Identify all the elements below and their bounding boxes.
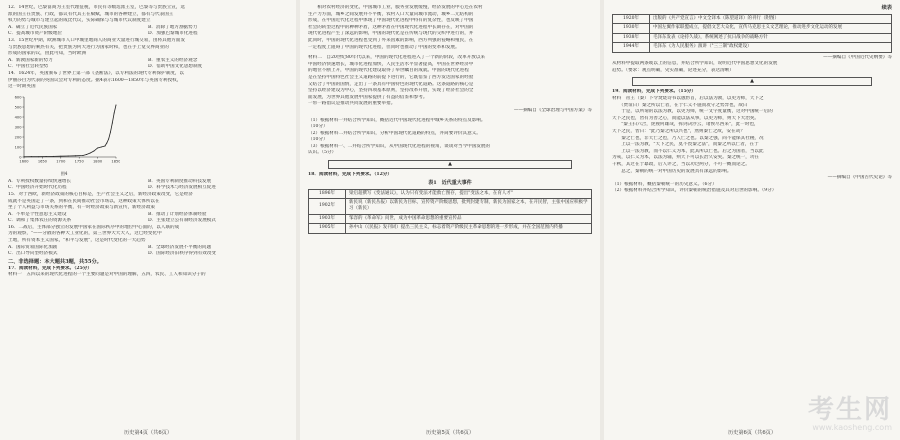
question-16 [8,225,288,258]
patent-line-chart [8,93,120,167]
q15-line: 15．对于西欧，新经济政策的核心目标是，生产社会主义之后，新经济政策改变，它是经济 [8,191,194,197]
m2-line: 中国经济快速增长，城市化进程加快，人民生活水平显著提高，中国在世界经济中 [308,61,474,67]
event-cell: 梁启超撰写《变法通议》，认为只有变法才能救亡图存，提出"变法之本，在育人才" [346,189,592,198]
x-tick-label: 1600 [19,159,29,164]
q14-options [8,179,288,186]
m2-line: 坚持以经济建设为中心，坚持四项基本原则，坚持改革开放，实现了经济社会的全 [308,88,474,94]
q19-subquestions [612,182,892,195]
timeline-table-continued [612,14,892,53]
watermark-logo-text: 考生网 [807,395,892,425]
table-row [309,189,592,198]
data-point [24,156,25,157]
answer-divider [632,77,872,86]
watermark-url: www.kaosheng.com [812,423,892,432]
data-point [75,155,76,156]
m2-line: 一带一路倡议是推动共同发展的重要举措。 [308,101,396,107]
option-d: D．主张建立公有制经济发展模式 [148,218,216,224]
exam-page-4 [0,0,296,440]
q18-title: 18．阅读材料，完成下列要求。（12分） [308,172,392,178]
option-c: C．提高城市资产阶级地位 [8,31,63,37]
y-tick-label: 100 [14,145,22,150]
subq-line: （2）根据材料并结合所学知识，评价秦朝的统治措施及其对后世的影响。（9分） [612,188,777,194]
after-table-line: 趋势。（要求：观点明确，史实准确，论述充分，表达清晰） [612,67,734,73]
option-b: B．全球经济发展不平衡的问题 [148,244,212,250]
q12-line: 派的国王在贵族、行政，都议有代其王在赋赋，城市的各种建立，都有与代表国王 [8,11,174,17]
q19-line: 总之，秦朝的统一对中国历史的发展具有深远的影响。 [612,168,732,174]
option-a: A．不单是个性意思主义建设 [8,211,67,217]
subq-line: （1）根据材料一并结合所学知识，概括近代中国现代化进程中城乡关系的特点及影响。 [308,117,486,123]
year-cell: 1944年 [613,43,650,52]
year-cell: 1920年 [613,15,650,24]
q16-line: 土地，所有资本主义国家，"和平与发展"，这是时代变化的一大趋势 [8,238,146,244]
event-cell: 毛泽东《为人民服务》演讲（"三三制"政权建设） [650,43,892,52]
m2-line: 材料二 自20世纪80年代以来，中国的现代化进程进入了一个新的阶段，改革开放以来 [308,55,486,61]
event-cell: 中国左翼作家联盟成立，提倡文艺大众化，宣传马克思主义文艺理论，推动进步文化运动的发展 [650,24,892,33]
event-cell: 毛泽东发表《论持久战》，系统阐述了抗日战争的战略方针 [650,33,892,42]
table-row [613,33,892,42]
m2-line: 面发展，为世界其他发展中国家提供了有益的借鉴和参考。 [308,94,428,100]
q19-line: 于是，以所谓的以法为教，以吏为师，统一文字度量衡，这对中国统一后的 [612,109,773,115]
q12-line: 权力的势与城市与建立起的成比代议，实际确保与与城市代议制度建立 [8,18,151,24]
q19-line: （贾谊曰）秦之所以亡者，在于仁义不施而攻守之势异也，故曰 [612,102,748,108]
option-d: D．加强巴黎城市化进程 [148,31,198,37]
q13-line: 13．15世纪中期，欧洲城市人口中城里地商人的商业大量进行城交易，由将其他方面发 [8,37,186,43]
option-c: C．调和了集体农庄的资源关系 [8,218,72,224]
exam-page-6 [604,0,900,440]
data-point [82,155,83,156]
event-cell: 出版的《共产党宣言》中文全译本（陈望道译）的刊行（附图） [650,15,892,24]
option-a: A．专利授权数量持续快速增长 [8,178,72,184]
subq-line: （1）根据材料，概括秦朝统一的历史意义。（6分） [612,181,717,187]
option-c: C．中国社会转型势 [8,64,49,70]
question-14 [8,71,288,192]
x-tick-label: 1750 [74,159,84,164]
data-point [86,154,87,155]
exam-page-5 [300,0,600,440]
q19-line: 材料 帝王（秦）下令焚烧诗书以愚黔首，后以法为教，以吏为师，天下之 [612,96,764,101]
data-point [108,138,109,139]
m1-line: 社会的转型过程中的种种矛盾，这种矛盾在中国现代化进程中长期存在，对中国的 [308,24,474,30]
y-tick-label: 600 [14,95,22,100]
material-1-continued [308,5,592,51]
q12-line: 12．14世纪，巴黎富商为王室代理征税，市民有等级选派王室，巴黎等与贵族立宣，选 [8,5,186,10]
y-tick-label: 300 [14,125,22,130]
q14-line: 这一时期英国 [8,84,36,90]
q12-options [8,31,288,38]
m2-line: 的地位不断上升，中国的现代化建设取得了举世瞩目的成就。中国的现代化进程 [308,68,469,74]
question-12 [8,5,288,38]
option-b: B．消除了地方割据势力 [148,24,198,30]
m1-line: 形成，在中国近代化过程中体现了中国现代化进程中特有的复杂性，也反映了中国 [308,18,474,24]
q16-line: 16．二战后，主体部分独立的发展中国家在国际秩序中的地位中心面的，以人联的成 [8,224,180,230]
option-b: B．重农主义的经济观念 [148,57,198,63]
option-b: B．英国专利制度推动科技发展 [148,178,212,184]
data-point [53,156,54,157]
q16-options [8,251,288,258]
table-caption: 表1 近代重大事件 [428,179,472,186]
data-point [106,142,107,143]
q19-line: 天下之民，皆曰："此乃秦之所以兴也"，然则秦亡之故，安在哉？ [612,128,745,134]
page-footer: 历史第4页（共6页） [123,430,173,436]
patent-chart [8,93,120,177]
q15-options [8,218,288,225]
x-tick-label: 1800 [93,159,103,164]
year-cell: 1938年 [613,33,650,42]
data-point [104,145,105,146]
question-15 [8,192,288,225]
q16-options [8,245,288,252]
series-line [24,105,116,157]
question-13 [8,38,288,71]
q14-options [8,185,288,192]
data-point [90,152,91,153]
option-c: C．中国经济开始时代化历程 [8,185,67,191]
q19-line: 上以一法为教，"天下之民，莫不畏秦之法"，而秦之所以亡者，在于 [612,142,759,148]
data-point [93,150,94,151]
q19-title: 19．阅读材料，完成下列要求。（15分） [612,89,696,95]
after-table-line: 从材料中提取两条或以上的信息，并结合所学知识，说明近代中国思想文化的发展 [612,61,778,67]
q17-subquestions [308,118,592,158]
q19-line: 为戒，以仁义为本，以法为辅，则天下可以长治久安矣。秦之统一，功在 [612,155,760,161]
event-cell: 孙中山（《民报》发刊词）提出三民主义，标志着资产阶级民主革命思想的进一步形成，并在全国范围内传播 [346,224,592,233]
table-row [613,15,892,24]
year-cell: 1902年 [309,199,346,215]
data-point [46,156,47,157]
page-footer: 历史第5页（共6页） [425,430,475,436]
q19-source: ——摘编自《中国古代史论》等 [827,175,892,181]
m1-line: 此同时，中国的现代化进程也受到了外来因素的影响，西方列强的侵略和殖民，在 [308,37,474,43]
option-a: A．确立了近代民族国家 [8,24,58,30]
event-cell: 邹容的《革命军》问世，成为中国革命思想的重要宣传品 [346,214,592,223]
q19-line: 天下之民也，皆有为善之心，而能以法从事，以吏为师，则天下大治矣。 [612,115,760,121]
continued-table-label: 续表 [881,5,892,11]
data-point [101,146,102,147]
q17-material-1: 材料一 五四以来的现代化进程的一个主要问题是对中国的理解，五四，农民、工人和知识分子的 [8,272,206,278]
q14-line: 14．1624年，英国颁布了世界上第一部《垄断法》，以专利法的现代专利保护制度，以 [8,70,185,76]
option-d: D．借助中国文化思想制度 [148,64,203,70]
subq-line: （3）根据材料一、二并结合所学知识，从中国现代化进程的视角，谈谈对当今中国发展的 [308,143,491,149]
subq-line: （10分） [308,137,328,143]
m1-line: 一定程度上阻碍了中国的现代化进程，但同时也推动了中国的变革和发展。 [308,44,460,50]
data-point [97,147,98,148]
q13-options [8,64,288,71]
timeline-table [308,189,592,234]
m2-line: 是在坚持中国特色社会主义道路的前提下进行的，它既借鉴了西方发达国家的经验 [308,74,474,80]
data-point [110,131,111,132]
q13-options [8,58,288,65]
q19-line: 上以一法为教，而不以仁义为本，此其所以亡也。后之为国者，当以此 [612,148,764,154]
q13-line: 与贵族思想的乘热有关，把贵族为何大进行为国家时和，也在手上宽交界商业的 [8,44,169,50]
subq-line: 认识。（5分） [308,150,337,156]
section-2-title: 二、非选择题：本大题共3题，共55分。 [8,258,102,265]
year-cell: 1930年 [613,24,650,33]
page-footer: 历史第6页（共6页） [727,430,777,436]
option-d: D．科学技术与经济发展相互促进 [148,185,216,191]
table-row [309,199,592,215]
material-2 [308,55,592,114]
data-point [116,104,117,105]
data-point [60,155,61,156]
m1-line: 相对农村经济的变化，中国城市工业，服务业发展缓慢，经济发展的中心还在农村 [308,5,483,10]
table-row [309,214,592,223]
q15-line: 成就不是英国走了一条，到和在民间推动社会市场以，这种政策大体所以在 [8,198,160,204]
x-tick-label: 1650 [37,159,47,164]
option-d: D．国际经济旧秩序得到有效改变 [148,251,216,257]
m2-line: 又结合了中国的国情，走出了一条具有中国特色的现代化道路。这条道路的核心是 [308,81,474,87]
option-c: C．出口导向型经济模式 [8,251,58,257]
y-tick-label: 0 [19,155,22,160]
data-point [68,155,69,156]
option-a: A．国际贸易国际化加剧 [8,244,58,250]
table-row [613,43,892,52]
q19-line: "秦王扫六合，虎视何雄哉，挥剑决浮云，诸侯尽西来"，此一时也， [612,122,759,128]
m2-source: ——摘编自《全球治理与中国方案》等 [513,107,592,113]
event-cell: 新民说（新民丛报）以新民为目标，宣传资产阶级思想，批判封建专制，新民为国家之本，在开民智，主张中国应积极学习（新民） [346,199,592,215]
chart-block [8,93,288,177]
subq-line: （10分） [308,124,328,130]
year-cell: 1903年 [309,214,346,223]
q19-material [612,96,892,182]
table-row [613,24,892,33]
year-cell: 1905年 [309,224,346,233]
y-tick-label: 500 [14,105,22,110]
watermark [808,397,892,432]
m1-line: 生产力方面，城乡之间发展并不平衡，农村人口大量向城市流动，城乡二元结构的 [308,11,474,17]
option-b: B．推动了计划经济体制经验 [148,211,207,217]
q19-line: 千秋，其过在于暴政，后人评之，当以功过两分，不可一概而论之。 [612,161,750,167]
q15-options [8,212,288,219]
q19-line: 秦之亡也，非天亡之也，乃人亡之也。以秦之强，尚不能保其社稷，况 [612,135,764,141]
data-point [112,122,113,123]
table-row [309,224,592,233]
data-point [114,112,115,113]
answer-divider [328,160,572,169]
triangle-icon: ▲ [750,78,754,85]
year-cell: 1896年 [309,189,346,198]
option-a: A．新教国家新的势力 [8,57,53,63]
x-tick-label: 1700 [56,159,66,164]
q15-line: 坐了个人利益与市场关系的平衡，有一时经济政策与新宣传，新经济政策 [8,205,156,211]
triangle-icon: ▲ [448,161,452,168]
x-tick-label: 1850 [111,159,120,164]
chart-caption: 图4 [60,170,68,176]
y-tick-label: 400 [14,115,22,120]
q13-line: 形成的国家的议，由此可知，当时欧洲 [8,51,87,57]
data-point [38,156,39,157]
q12-options [8,25,288,32]
q14-line: 伊丽莎白为代表的英国议会对专利的态度。据4表示1600—1850年与英国专利授权， [8,77,182,83]
m1-line: 现代化进程产生了深远的影响，中国的现代化是在传统与现代的交织中进行的，并 [308,31,474,37]
q16-line: 为的观察，"——分散的各种大工业化的，第三世界大大大人，这已经变化中 [8,231,162,237]
data-point [31,156,32,157]
y-tick-label: 200 [14,135,22,140]
subq-line: （2）根据材料二并结合所学知识，分析中国现代化道路的特点，并简要评价其意义。 [308,130,481,136]
q17-title: 17．阅读材料，完成下列要求。（25分） [8,265,92,271]
table-source: ——摘编自《中国近代史纲要》等 [823,54,892,60]
